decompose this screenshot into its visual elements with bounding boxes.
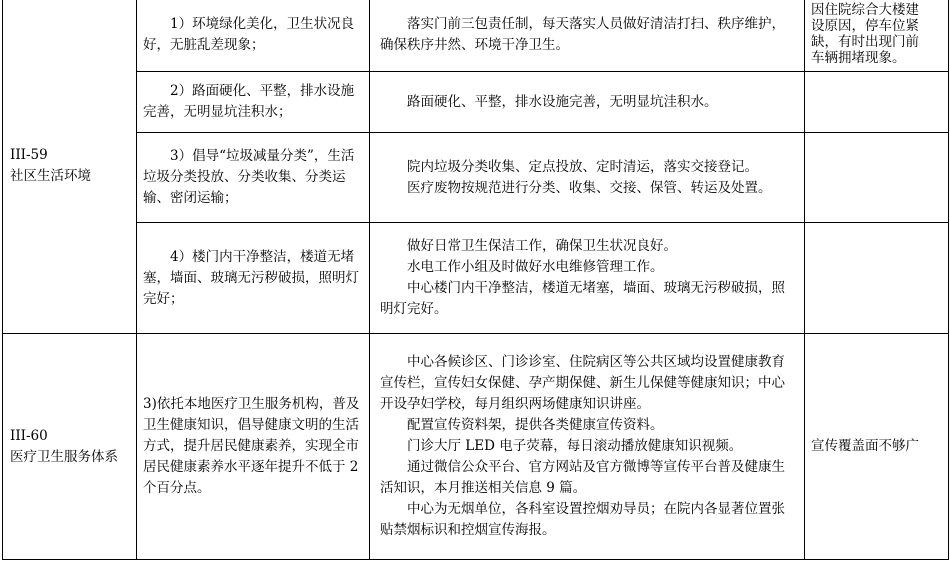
category-cell [3,334,137,560]
note-line: 因住院综合大楼建 [811,2,919,18]
measure-text: 配置宣传资料架，提供各类健康宣传资料。 [407,417,664,433]
table-row [3,334,949,560]
standard-text: 3)依托本地医疗卫生服务机构，普及卫生健康知识，倡导健康文明的生活方式，提升居民健康素养，实现全市居民健康素养水平逐年提升不低于 2 个百分点。 [143,396,360,496]
standard-text: 2）路面硬化、平整，排水设施完善，无明显坑洼积水； [143,83,355,120]
measure-text: 通过微信公众平台、官方网站及官方微博等宣传平台普及健康生活知识，本月推送相关信息 9 篇。 [380,459,785,496]
table-row [3,133,949,223]
measure-text: 落实门前三包责任制，每天落实人员做好清洁打扫、秩序维护，确保秩序井然、环境干净卫生。 [380,16,785,53]
standard-cell [137,133,370,223]
standard-cell [137,72,370,133]
measures-cell [370,223,805,334]
measure-text: 水电工作小组及时做好水电维修管理工作。 [407,259,664,275]
measure-text: 院内垃圾分类收集、定点投放、定时清运，落实交接登记。 [407,158,758,175]
note-cell [805,133,949,223]
standard-text: 1）环境绿化美化，卫生状况良好，无脏乱差现象； [143,16,355,53]
measure-text: 做好日常卫生保洁工作，确保卫生状况良好。 [407,238,677,254]
measures-cell [370,72,805,133]
note-cell [805,334,949,560]
measures-cell [370,133,805,223]
measure-text: 门诊大厅 LED 电子荧幕，每日滚动播放健康知识视频。 [407,438,743,454]
measures-cell [370,334,805,560]
note-cell [805,223,949,334]
category-code: III-59 [10,147,48,163]
note-cell [805,72,949,133]
note-line: 宣传覆盖面不够广 [811,438,919,454]
standard-cell [137,223,370,334]
measure-text: 中心为无烟单位，各科室设置控烟劝导员；在院内各显著位置张贴禁烟标识和控烟宣传海报。 [380,501,785,538]
measure-text: 路面硬化、平整，排水设施完善，无明显坑洼积水。 [407,93,718,110]
table-row [3,0,949,72]
measure-text: 中心楼门内干净整洁，楼道无堵塞，墙面、玻璃无污秽破损，照明灯完好。 [380,280,785,317]
note-cell [805,0,949,72]
category-cell [3,0,137,334]
measure-text: 医疗废物按规范进行分类、收集、交接、保管、转运及处置。 [407,179,772,196]
measures-cell [370,0,805,72]
measure-text: 中心各候诊区、门诊诊室、住院病区等公共区域均设置健康教育宣传栏，宣传妇女保健、孕产期保健、新生儿保健等健康知识；中心开设孕妇学校，每月组织两场健康知识讲座。 [380,354,785,412]
standard-text: 4）楼门内干净整洁，楼道无堵塞，墙面、玻璃无污秽破损，照明灯完好； [143,248,359,307]
note-line: 缺，有时出现门前 [811,34,919,50]
assessment-table [2,0,949,560]
category-name: 医疗卫生服务体系 [10,448,118,465]
note-line: 车辆拥堵现象。 [811,50,906,66]
standard-cell [137,0,370,72]
category-code: III-60 [10,427,48,444]
standard-text: 3）倡导“垃圾减量分类”，生活垃圾分类投放、分类收集、分类运输、密闭运输； [143,148,355,206]
category-name: 社区生活环境 [10,168,91,184]
note-line: 设原因，停车位紧 [811,18,919,34]
table-row [3,223,949,334]
table-row [3,72,949,133]
standard-cell [137,334,370,560]
